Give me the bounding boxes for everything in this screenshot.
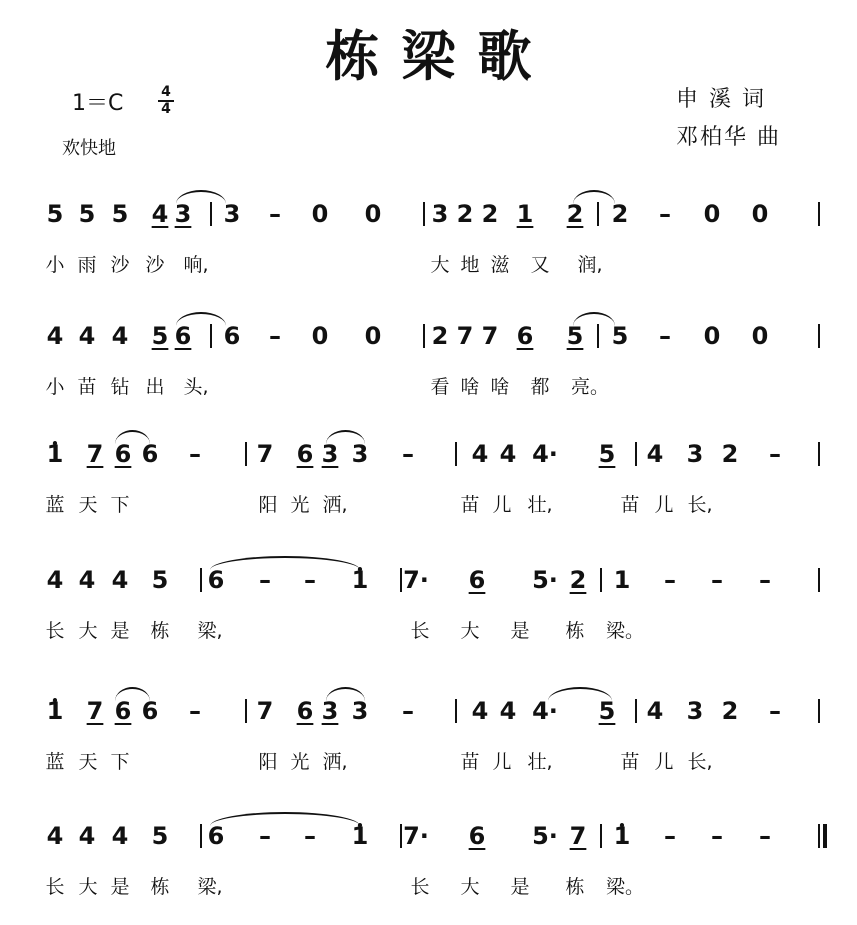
note: 7 xyxy=(86,697,104,725)
music-system xyxy=(0,440,857,520)
slur xyxy=(548,687,612,701)
note: • 1 xyxy=(352,822,369,850)
note: – xyxy=(659,200,671,228)
note: 5 xyxy=(46,200,64,228)
note: • 1 xyxy=(614,822,631,850)
note: 6 xyxy=(207,566,225,594)
lyric-syllable: 栋 xyxy=(565,876,585,898)
lyric-syllable: 儿 xyxy=(654,494,674,516)
lyric-syllable: 壮, xyxy=(527,494,553,516)
note: 7 xyxy=(256,440,274,468)
note: 2 xyxy=(481,200,499,228)
music-system xyxy=(0,697,857,777)
note: 5 xyxy=(151,566,169,594)
note: • 1 xyxy=(47,697,64,725)
lyric-syllable: 小 xyxy=(45,254,65,276)
bar-line xyxy=(423,202,425,226)
note: 0 xyxy=(311,322,329,350)
note: • 1 xyxy=(352,566,369,594)
bar-line xyxy=(818,568,820,592)
lyric-syllable: 洒, xyxy=(322,494,348,516)
lyric-syllable: 长, xyxy=(687,494,713,516)
note: 3 xyxy=(351,440,369,468)
note: 4 xyxy=(111,566,129,594)
note: 6 xyxy=(114,440,132,468)
note: 4 xyxy=(78,322,96,350)
note: 6 xyxy=(516,322,534,350)
note: 6 xyxy=(223,322,241,350)
note: 4 xyxy=(646,697,664,725)
note: 0 xyxy=(703,200,721,228)
bar-line xyxy=(200,568,202,592)
slur xyxy=(573,190,615,204)
lyric-syllable: 阳 xyxy=(258,751,278,773)
note: 7 xyxy=(456,322,474,350)
bar-line xyxy=(210,324,212,348)
note: 0 xyxy=(364,322,382,350)
lyric-syllable: 天 xyxy=(78,751,98,773)
note: – xyxy=(402,697,414,725)
bar-line xyxy=(600,824,602,848)
note: 6 xyxy=(141,440,159,468)
note: 4 xyxy=(646,440,664,468)
note: – xyxy=(759,822,771,850)
note: 4 xyxy=(46,566,64,594)
note: – xyxy=(664,822,676,850)
note: – xyxy=(711,822,723,850)
note: 4 xyxy=(151,200,169,228)
lyric-syllable: 亮。 xyxy=(570,376,610,398)
lyric-syllable: 儿 xyxy=(492,494,512,516)
slur xyxy=(210,812,360,826)
bar-line xyxy=(400,824,402,848)
lyric-syllable: 梁, xyxy=(197,620,223,642)
note: 2 xyxy=(566,200,584,228)
lyric-syllable: 蓝 xyxy=(45,494,65,516)
lyric-syllable: 大 xyxy=(78,620,98,642)
bar-line xyxy=(423,324,425,348)
key-signature: 1＝C xyxy=(72,91,124,116)
lyric-syllable: 出 xyxy=(145,376,165,398)
bar-line xyxy=(597,324,599,348)
lyric-syllable: 头, xyxy=(183,376,209,398)
note: 3 xyxy=(223,200,241,228)
bar-line xyxy=(635,699,637,723)
note: 0 xyxy=(311,200,329,228)
note: 5 xyxy=(598,440,616,468)
lyric-syllable: 梁。 xyxy=(605,876,645,898)
lyric-syllable: 大 xyxy=(430,254,450,276)
note: 3 xyxy=(686,440,704,468)
lyric-syllable: 光 xyxy=(290,751,310,773)
time-sig-numerator: 4 xyxy=(161,84,171,100)
lyric-syllable: 栋 xyxy=(565,620,585,642)
note: 3 xyxy=(321,697,339,725)
slur xyxy=(176,312,226,326)
lyric-syllable: 梁, xyxy=(197,876,223,898)
music-system xyxy=(0,322,857,402)
note: 2 xyxy=(456,200,474,228)
bar-line xyxy=(818,202,820,226)
bar-line xyxy=(400,568,402,592)
bar-line xyxy=(818,442,820,466)
lyric-syllable: 雨 xyxy=(77,254,97,276)
note: 4 xyxy=(471,697,489,725)
lyric-syllable: 梁。 xyxy=(605,620,645,642)
bar-line xyxy=(245,442,247,466)
lyric-syllable: 儿 xyxy=(654,751,674,773)
note: 6 xyxy=(468,566,486,594)
bar-line xyxy=(200,824,202,848)
note: – xyxy=(711,566,723,594)
lyric-syllable: 大 xyxy=(460,620,480,642)
slur xyxy=(573,312,615,326)
note: 0 xyxy=(751,200,769,228)
note: – xyxy=(769,697,781,725)
lyric-syllable: 长, xyxy=(687,751,713,773)
slur xyxy=(176,190,226,204)
note: 4 xyxy=(78,566,96,594)
note: 5 xyxy=(111,200,129,228)
note: 7· xyxy=(403,822,429,850)
note: 6 xyxy=(296,440,314,468)
bar-line xyxy=(635,442,637,466)
note: – xyxy=(759,566,771,594)
note: 6 xyxy=(141,697,159,725)
note: 3 xyxy=(431,200,449,228)
time-signature xyxy=(158,86,174,116)
bar-line xyxy=(818,324,820,348)
note: 4 xyxy=(46,322,64,350)
tempo-marking: 欢快地 xyxy=(62,138,116,159)
note: – xyxy=(402,440,414,468)
lyric-syllable: 长 xyxy=(45,620,65,642)
note: 7 xyxy=(256,697,274,725)
lyric-syllable: 沙 xyxy=(145,254,165,276)
lyric-syllable: 小 xyxy=(45,376,65,398)
lyric-syllable: 又 xyxy=(530,254,550,276)
note: 1 xyxy=(613,566,631,594)
note: – xyxy=(189,697,201,725)
music-system xyxy=(0,822,857,902)
note: 5 xyxy=(611,322,629,350)
note: 6 xyxy=(468,822,486,850)
note: 4 xyxy=(78,822,96,850)
note: 7 xyxy=(569,822,587,850)
lyric-syllable: 苗 xyxy=(77,376,97,398)
lyric-syllable: 天 xyxy=(78,494,98,516)
note: 3 xyxy=(174,200,192,228)
lyric-syllable: 壮, xyxy=(527,751,553,773)
lyric-syllable: 沙 xyxy=(110,254,130,276)
composer-credit: 邓柏华 曲 xyxy=(676,125,781,150)
slur xyxy=(115,430,150,444)
note: 2 xyxy=(431,322,449,350)
lyric-syllable: 都 xyxy=(530,376,550,398)
lyric-syllable: 栋 xyxy=(150,620,170,642)
note: 7· xyxy=(403,566,429,594)
lyric-syllable: 下 xyxy=(110,751,130,773)
note: 2 xyxy=(611,200,629,228)
bar-line xyxy=(818,824,820,848)
note: 3 xyxy=(321,440,339,468)
note: 5 xyxy=(78,200,96,228)
note: 0 xyxy=(751,322,769,350)
lyric-syllable: 大 xyxy=(460,876,480,898)
bar-line xyxy=(455,442,457,466)
note: – xyxy=(304,566,316,594)
note: 5· xyxy=(532,822,558,850)
note: 4 xyxy=(499,697,517,725)
note: 4· xyxy=(532,440,558,468)
lyric-syllable: 长 xyxy=(410,876,430,898)
bar-line xyxy=(818,699,820,723)
note: 3 xyxy=(686,697,704,725)
lyric-syllable: 润, xyxy=(577,254,603,276)
note: 6 xyxy=(114,697,132,725)
note: – xyxy=(189,440,201,468)
lyric-syllable: 看 xyxy=(430,376,450,398)
lyric-syllable: 洒, xyxy=(322,751,348,773)
music-system xyxy=(0,566,857,646)
slur xyxy=(326,687,365,701)
note: – xyxy=(659,322,671,350)
note: 2 xyxy=(721,440,739,468)
note: 1 xyxy=(516,200,534,228)
bar-line xyxy=(210,202,212,226)
slur xyxy=(326,430,365,444)
note: 4 xyxy=(46,822,64,850)
lyricist-credit: 申 溪 词 xyxy=(676,87,766,112)
lyric-syllable: 是 xyxy=(510,620,530,642)
note: 7 xyxy=(86,440,104,468)
lyric-syllable: 是 xyxy=(110,876,130,898)
note: – xyxy=(769,440,781,468)
lyric-syllable: 下 xyxy=(110,494,130,516)
note: 6 xyxy=(296,697,314,725)
note: – xyxy=(664,566,676,594)
time-sig-denominator: 4 xyxy=(161,101,171,117)
lyric-syllable: 是 xyxy=(510,876,530,898)
lyric-syllable: 光 xyxy=(290,494,310,516)
music-system xyxy=(0,200,857,280)
note: – xyxy=(259,822,271,850)
bar-line xyxy=(455,699,457,723)
note: 5 xyxy=(598,697,616,725)
note: 6 xyxy=(207,822,225,850)
note: • 1 xyxy=(47,440,64,468)
note: 4 xyxy=(499,440,517,468)
lyric-syllable: 蓝 xyxy=(45,751,65,773)
lyric-syllable: 长 xyxy=(410,620,430,642)
lyric-syllable: 是 xyxy=(110,620,130,642)
note: 6 xyxy=(174,322,192,350)
note: 4 xyxy=(111,822,129,850)
song-title: 栋梁歌 xyxy=(325,25,554,88)
note: – xyxy=(304,822,316,850)
lyric-syllable: 苗 xyxy=(620,494,640,516)
lyric-syllable: 栋 xyxy=(150,876,170,898)
final-bar-line xyxy=(823,824,827,848)
lyric-syllable: 啥 xyxy=(490,376,510,398)
lyric-syllable: 大 xyxy=(78,876,98,898)
slur xyxy=(210,556,360,570)
note: 2 xyxy=(721,697,739,725)
note: 5· xyxy=(532,566,558,594)
note: 7 xyxy=(481,322,499,350)
lyric-syllable: 苗 xyxy=(460,494,480,516)
note: 4 xyxy=(471,440,489,468)
note: – xyxy=(269,200,281,228)
note: – xyxy=(269,322,281,350)
note: 5 xyxy=(151,322,169,350)
slur xyxy=(115,687,150,701)
lyric-syllable: 儿 xyxy=(492,751,512,773)
note: 0 xyxy=(364,200,382,228)
lyric-syllable: 苗 xyxy=(460,751,480,773)
note: 3 xyxy=(351,697,369,725)
note: – xyxy=(259,566,271,594)
lyric-syllable: 滋 xyxy=(490,254,510,276)
note: 4 xyxy=(111,322,129,350)
lyric-syllable: 地 xyxy=(460,254,480,276)
lyric-syllable: 苗 xyxy=(620,751,640,773)
lyric-syllable: 阳 xyxy=(258,494,278,516)
bar-line xyxy=(597,202,599,226)
bar-line xyxy=(600,568,602,592)
note: 5 xyxy=(566,322,584,350)
note: 0 xyxy=(703,322,721,350)
lyric-syllable: 长 xyxy=(45,876,65,898)
bar-line xyxy=(245,699,247,723)
note: 4· xyxy=(532,697,558,725)
note: 2 xyxy=(569,566,587,594)
note: 5 xyxy=(151,822,169,850)
lyric-syllable: 啥 xyxy=(460,376,480,398)
lyric-syllable: 响, xyxy=(183,254,209,276)
lyric-syllable: 钻 xyxy=(110,376,130,398)
